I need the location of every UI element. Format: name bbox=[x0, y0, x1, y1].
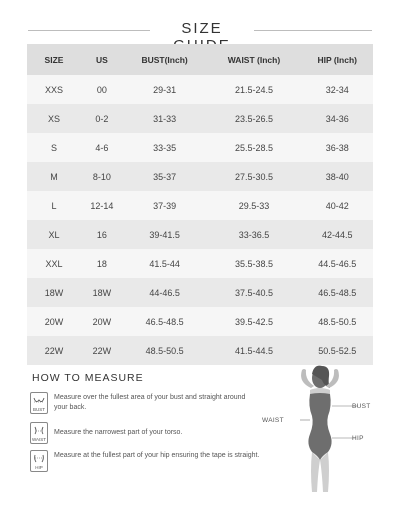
size-cell: XXS bbox=[27, 75, 81, 104]
figure-label-waist: WAIST bbox=[262, 417, 284, 424]
measure-item-waist bbox=[30, 422, 260, 444]
waist-cell: 25.5-28.5 bbox=[207, 133, 302, 162]
table-row bbox=[27, 162, 373, 191]
figure-label-hip: HIP bbox=[352, 435, 364, 442]
header-waist: WAIST (Inch) bbox=[207, 44, 302, 75]
measure-bust-text: Measure over the fullest area of your bust and straight around your back. bbox=[54, 394, 246, 411]
hip-cell: 38-40 bbox=[301, 162, 373, 191]
waist-cell: 27.5-30.5 bbox=[207, 162, 302, 191]
table-row bbox=[27, 104, 373, 133]
title-divider-right bbox=[254, 30, 372, 31]
size-chart-table bbox=[27, 44, 373, 365]
us-cell: 00 bbox=[81, 75, 123, 104]
bust-cell: 44-46.5 bbox=[123, 278, 207, 307]
hip-cell: 46.5-48.5 bbox=[301, 278, 373, 307]
measure-item-hip bbox=[30, 450, 260, 472]
hip-cell: 42-44.5 bbox=[301, 220, 373, 249]
hip-cell: 44.5-46.5 bbox=[301, 249, 373, 278]
waist-icon-label: WAIST bbox=[31, 437, 47, 442]
header-bust: BUST(Inch) bbox=[123, 44, 207, 75]
hip-cell: 40-42 bbox=[301, 191, 373, 220]
size-cell: 18W bbox=[27, 278, 81, 307]
bust-cell: 35-37 bbox=[123, 162, 207, 191]
waist-cell: 35.5-38.5 bbox=[207, 249, 302, 278]
us-cell: 4-6 bbox=[81, 133, 123, 162]
hip-cell: 48.5-50.5 bbox=[301, 307, 373, 336]
waist-cell: 23.5-26.5 bbox=[207, 104, 302, 133]
size-cell: M bbox=[27, 162, 81, 191]
bust-cell: 33-35 bbox=[123, 133, 207, 162]
title-bar bbox=[0, 20, 400, 40]
measure-item-bust bbox=[30, 392, 260, 414]
waist-cell: 37.5-40.5 bbox=[207, 278, 302, 307]
size-cell: XS bbox=[27, 104, 81, 133]
bust-cell: 46.5-48.5 bbox=[123, 307, 207, 336]
hip-cell: 34-36 bbox=[301, 104, 373, 133]
how-to-measure-title: HOW TO MEASURE bbox=[32, 372, 144, 384]
table-row bbox=[27, 220, 373, 249]
size-cell: L bbox=[27, 191, 81, 220]
header-hip: HIP (Inch) bbox=[301, 44, 373, 75]
bust-cell: 37-39 bbox=[123, 191, 207, 220]
size-cell: 20W bbox=[27, 307, 81, 336]
bust-cell: 31-33 bbox=[123, 104, 207, 133]
body-figure-illustration bbox=[262, 360, 392, 500]
size-cell: S bbox=[27, 133, 81, 162]
us-cell: 22W bbox=[81, 336, 123, 365]
bust-cell: 41.5-44 bbox=[123, 249, 207, 278]
hip-cell: 50.5-52.5 bbox=[301, 336, 373, 365]
bust-icon bbox=[30, 392, 48, 414]
header-size: SIZE bbox=[27, 44, 81, 75]
size-cell: 22W bbox=[27, 336, 81, 365]
page-title: SIZE bbox=[181, 20, 223, 37]
us-cell: 8-10 bbox=[81, 162, 123, 191]
header-us: US bbox=[81, 44, 123, 75]
hip-icon bbox=[30, 450, 48, 472]
hip-cell: 32-34 bbox=[301, 75, 373, 104]
waist-cell: 39.5-42.5 bbox=[207, 307, 302, 336]
table-row bbox=[27, 249, 373, 278]
table-row bbox=[27, 191, 373, 220]
bust-cell: 48.5-50.5 bbox=[123, 336, 207, 365]
table-row bbox=[27, 307, 373, 336]
body-silhouette-icon bbox=[262, 360, 392, 500]
measure-waist-text: Measure the narrowest part of your torso. bbox=[54, 429, 183, 436]
waist-cell: 41.5-44.5 bbox=[207, 336, 302, 365]
measure-hip-text: Measure at the fullest part of your hip ensuring the tape is straight. bbox=[54, 452, 260, 459]
waist-cell: 29.5-33 bbox=[207, 191, 302, 220]
us-cell: 18 bbox=[81, 249, 123, 278]
hip-icon-label: HIP bbox=[35, 465, 43, 470]
us-cell: 16 bbox=[81, 220, 123, 249]
hip-cell: 36-38 bbox=[301, 133, 373, 162]
us-cell: 18W bbox=[81, 278, 123, 307]
bust-cell: 29-31 bbox=[123, 75, 207, 104]
bust-icon-label: BUST bbox=[32, 407, 45, 412]
waist-icon bbox=[30, 422, 48, 444]
size-cell: XXL bbox=[27, 249, 81, 278]
table-row bbox=[27, 278, 373, 307]
table-header-row bbox=[27, 44, 373, 75]
title-divider-left bbox=[28, 30, 150, 31]
table-row bbox=[27, 75, 373, 104]
us-cell: 12-14 bbox=[81, 191, 123, 220]
us-cell: 20W bbox=[81, 307, 123, 336]
table-row bbox=[27, 133, 373, 162]
us-cell: 0-2 bbox=[81, 104, 123, 133]
bust-cell: 39-41.5 bbox=[123, 220, 207, 249]
waist-cell: 21.5-24.5 bbox=[207, 75, 302, 104]
size-cell: XL bbox=[27, 220, 81, 249]
waist-cell: 33-36.5 bbox=[207, 220, 302, 249]
figure-label-bust: BUST bbox=[352, 403, 371, 410]
